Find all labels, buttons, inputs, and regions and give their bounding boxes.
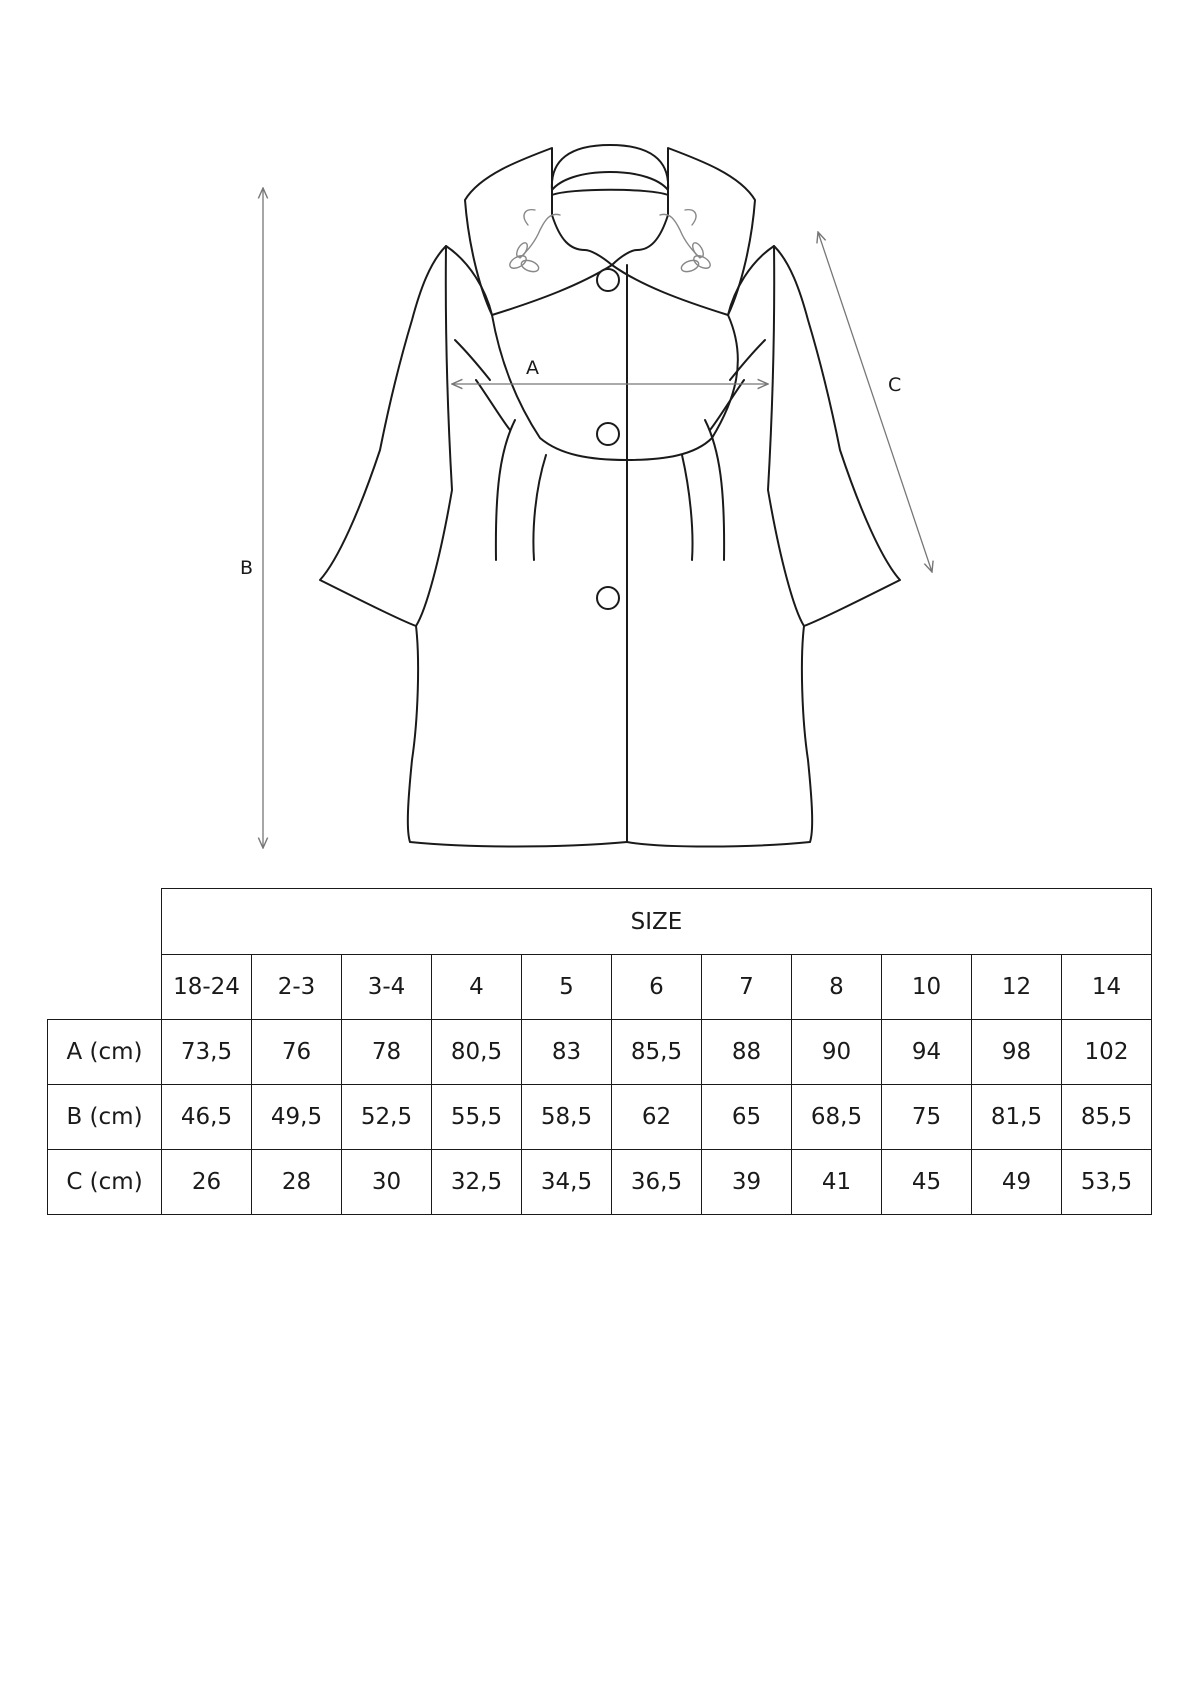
size-label-cell: 3-4 — [342, 955, 432, 1020]
measurement-value: 76 — [252, 1020, 342, 1085]
measurement-value: 75 — [882, 1085, 972, 1150]
measurement-value: 55,5 — [432, 1085, 522, 1150]
measurement-value: 88 — [702, 1020, 792, 1085]
button-bottom — [597, 587, 619, 609]
measurement-value: 49,5 — [252, 1085, 342, 1150]
size-labels-row — [48, 955, 1152, 1020]
measurement-value: 90 — [792, 1020, 882, 1085]
measurement-value: 52,5 — [342, 1085, 432, 1150]
measurement-label: C (cm) — [48, 1150, 162, 1215]
coat-right-side — [627, 246, 900, 847]
button-middle — [597, 423, 619, 445]
size-label-cell: 8 — [792, 955, 882, 1020]
measurement-value: 62 — [612, 1085, 702, 1150]
measurement-label: A (cm) — [48, 1020, 162, 1085]
measurement-value: 98 — [972, 1020, 1062, 1085]
coat-outline — [320, 145, 900, 847]
size-table — [47, 888, 1152, 1215]
measurement-value: 83 — [522, 1020, 612, 1085]
measurement-value: 65 — [702, 1085, 792, 1150]
measurement-value: 85,5 — [1062, 1085, 1152, 1150]
measurement-value: 78 — [342, 1020, 432, 1085]
measurement-value: 34,5 — [522, 1150, 612, 1215]
dimension-c-label: C — [888, 374, 902, 396]
measurement-row — [48, 1150, 1152, 1215]
size-table-body — [48, 889, 1152, 1215]
measurement-value: 28 — [252, 1150, 342, 1215]
measurement-row — [48, 1085, 1152, 1150]
measurement-value: 45 — [882, 1150, 972, 1215]
measurement-value: 41 — [792, 1150, 882, 1215]
measurement-value: 80,5 — [432, 1020, 522, 1085]
size-label-cell: 10 — [882, 955, 972, 1020]
corner-blank — [48, 889, 162, 955]
dimension-a-label: A — [526, 357, 539, 379]
size-label-cell: 6 — [612, 955, 702, 1020]
dimension-lines — [263, 188, 932, 848]
size-label-cell: 2-3 — [252, 955, 342, 1020]
measurement-value: 85,5 — [612, 1020, 702, 1085]
measurement-value: 36,5 — [612, 1150, 702, 1215]
size-header: SIZE — [162, 889, 1152, 955]
measurement-label: B (cm) — [48, 1085, 162, 1150]
measurement-value: 68,5 — [792, 1085, 882, 1150]
measurement-row — [48, 1020, 1152, 1085]
button-top — [597, 269, 619, 291]
measurement-value: 94 — [882, 1020, 972, 1085]
measurement-value: 58,5 — [522, 1085, 612, 1150]
buttons — [597, 269, 619, 609]
size-label-cell: 14 — [1062, 955, 1152, 1020]
measurement-value: 53,5 — [1062, 1150, 1152, 1215]
collar-stand — [552, 145, 668, 190]
measurement-value: 73,5 — [162, 1020, 252, 1085]
size-label-cell: 4 — [432, 955, 522, 1020]
size-label-cell: 7 — [702, 955, 792, 1020]
measurement-value: 81,5 — [972, 1085, 1062, 1150]
dimension-b-label: B — [240, 557, 254, 579]
measurement-value: 39 — [702, 1150, 792, 1215]
size-label-cell: 5 — [522, 955, 612, 1020]
size-header-row — [48, 889, 1152, 955]
measurement-value: 32,5 — [432, 1150, 522, 1215]
size-label-cell: 18-24 — [162, 955, 252, 1020]
measurement-value: 49 — [972, 1150, 1062, 1215]
dimension-c-line — [818, 232, 932, 572]
coat-left-side — [320, 246, 627, 847]
measurement-value: 30 — [342, 1150, 432, 1215]
measurement-value: 26 — [162, 1150, 252, 1215]
size-label-cell: 12 — [972, 955, 1062, 1020]
measurement-value: 102 — [1062, 1020, 1152, 1085]
corner-blank — [48, 955, 162, 1020]
measurement-value: 46,5 — [162, 1085, 252, 1150]
